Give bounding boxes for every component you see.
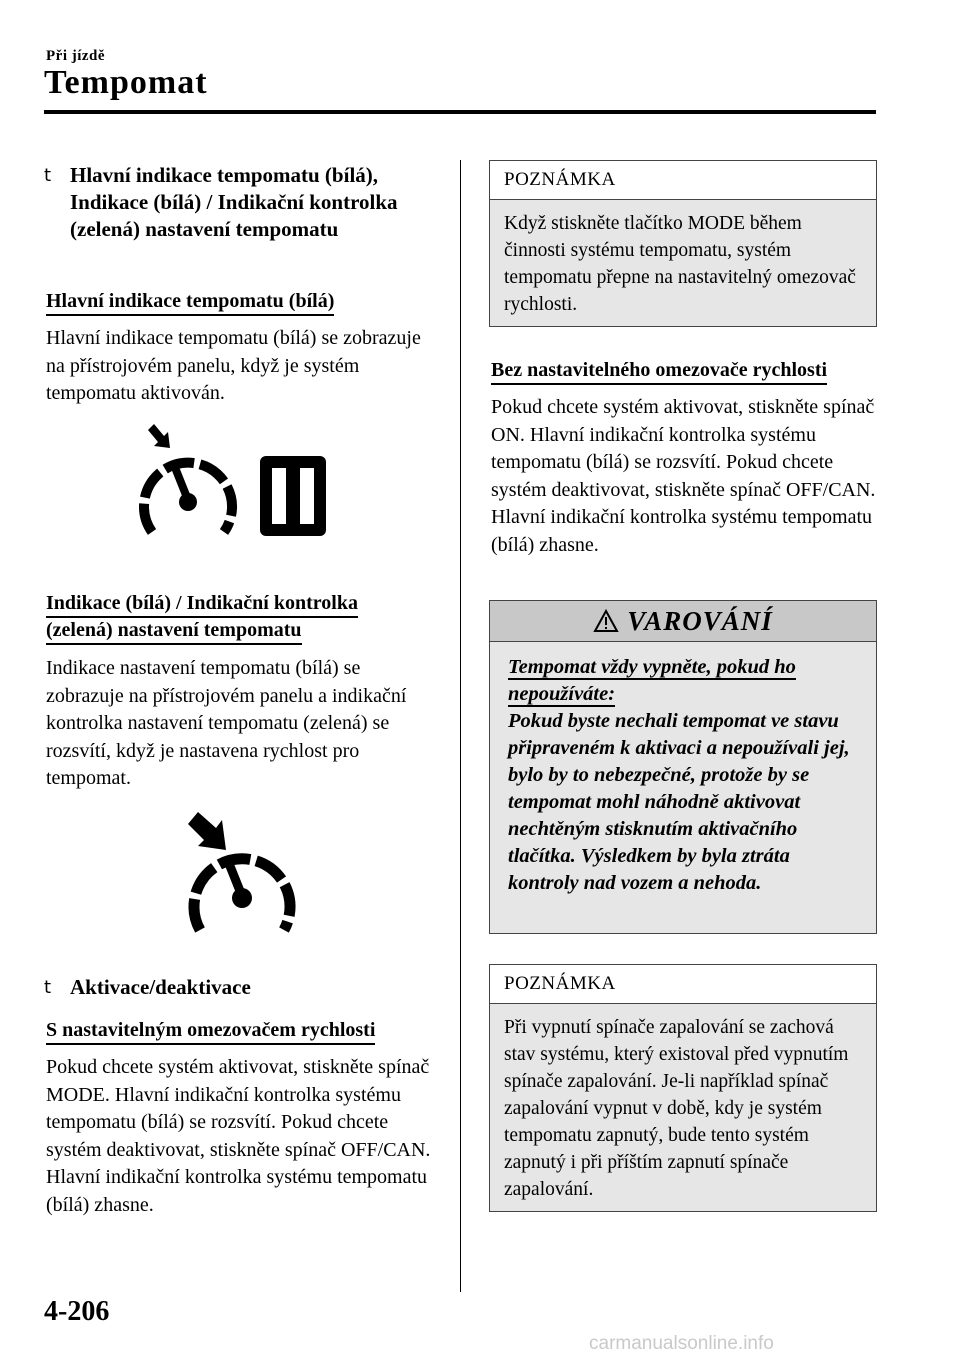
subheading-text: Indikace (bílá) / Indikační kontrolka: [46, 592, 358, 618]
bullet-marker: t: [44, 977, 52, 998]
warning-title: VAROVÁNÍ: [627, 606, 773, 636]
note-text: Když stiskněte tlačítko MODE během činnosti systému tempomatu, systém tempomatu přepne na nastavitelný omezovač rychlosti.: [490, 200, 876, 326]
cruise-set-indicator-icon: [180, 810, 300, 935]
warning-triangle-icon: [593, 609, 619, 633]
subheading-with-limiter: [46, 1017, 456, 1043]
subheading-text: S nastavitelným omezovačem rychlosti: [46, 1019, 375, 1045]
section-heading-activation: [44, 974, 444, 1001]
warning-header: [490, 601, 876, 642]
section-heading-indicators: [44, 162, 434, 243]
warning-box: [489, 600, 877, 934]
note-box-mode: [489, 160, 877, 327]
section-heading-text: Aktivace/deaktivace: [70, 975, 251, 999]
note-title: POZNÁMKA: [490, 965, 876, 1004]
note-text: Při vypnutí spínače zapalování se zachová stav systému, který existoval před vypnutím spínače zapalování. Je-li například spínač zapalování vypnut v době, kdy je systém tempomatu zapnutý, bude tento systém zapnutý i při příštím zapnutí spínače zapalování.: [490, 1004, 876, 1211]
paragraph-without-limiter: Pokud chcete systém aktivovat, stiskněte spínač ON. Hlavní indikační kontrolka systému tempomatu (bílá) se rozsvítí. Pokud chcete systém deaktivovat, stiskněte spínač OFF/CAN. Hlavní indikační kontrolka systému tempomatu (bílá) zhasne.: [491, 396, 876, 556]
subheading-set-indicator: [46, 590, 446, 616]
subheading-text: (zelená) nastavení tempomatu: [46, 619, 302, 645]
warning-lead: Tempomat vždy vypněte, pokud ho nepoužíváte:: [508, 656, 796, 705]
note-box-ignition: [489, 964, 877, 1212]
warning-text: Pokud byste nechali tempomat ve stavu připraveném k aktivaci a nepoužívali jej, bylo by to nebezpečné, protože by se tempomat mohl náhodně aktivovat nechtěným stisknutím aktivačního tlačítka. Výsledkem by byla ztráta kontroly nad vozem a nehoda.: [508, 710, 850, 894]
warning-body: [490, 642, 876, 905]
note-title: POZNÁMKA: [490, 161, 876, 200]
subheading-without-limiter: [491, 357, 891, 383]
paragraph-main-indicator: Hlavní indikace tempomatu (bílá) se zobrazuje na přístrojovém panelu, když je systém tempomatu aktivován.: [46, 327, 421, 404]
bullet-marker: t: [44, 165, 52, 186]
page-title: Tempomat: [44, 64, 208, 101]
subheading-set-indicator-line2: [46, 617, 446, 643]
subheading-main-indicator: [46, 288, 446, 314]
title-rule: [44, 110, 876, 114]
paragraph-with-limiter: Pokud chcete systém aktivovat, stiskněte spínač MODE. Hlavní indikační kontrolka systému tempomatu (bílá) se rozsvítí. Pokud chcete systém deaktivovat, stiskněte spínač OFF/CAN. Hlavní indikační kontrolka systému tempomatu (bílá) zhasne.: [46, 1056, 431, 1216]
paragraph-set-indicator: Indikace nastavení tempomatu (bílá) se zobrazuje na přístrojovém panelu a indikační kontrolka nastavení tempomatu (zelená) se rozsvítí, když je nastavena rychlost pro tempomat.: [46, 657, 407, 789]
cruise-main-indicator-icon: [130, 420, 330, 540]
subheading-text: Bez nastavitelného omezovače rychlosti: [491, 359, 827, 385]
subheading-text: Hlavní indikace tempomatu (bílá): [46, 290, 334, 316]
breadcrumb: Při jízdě: [46, 48, 106, 64]
watermark: carmanualsonline.info: [589, 1333, 774, 1354]
section-heading-text: Hlavní indikace tempomatu (bílá), Indikace (bílá) / Indikační kontrolka (zelená) nastavení tempomatu: [70, 163, 398, 241]
column-divider: [460, 160, 461, 1292]
page-number: 4-206: [44, 1296, 110, 1327]
